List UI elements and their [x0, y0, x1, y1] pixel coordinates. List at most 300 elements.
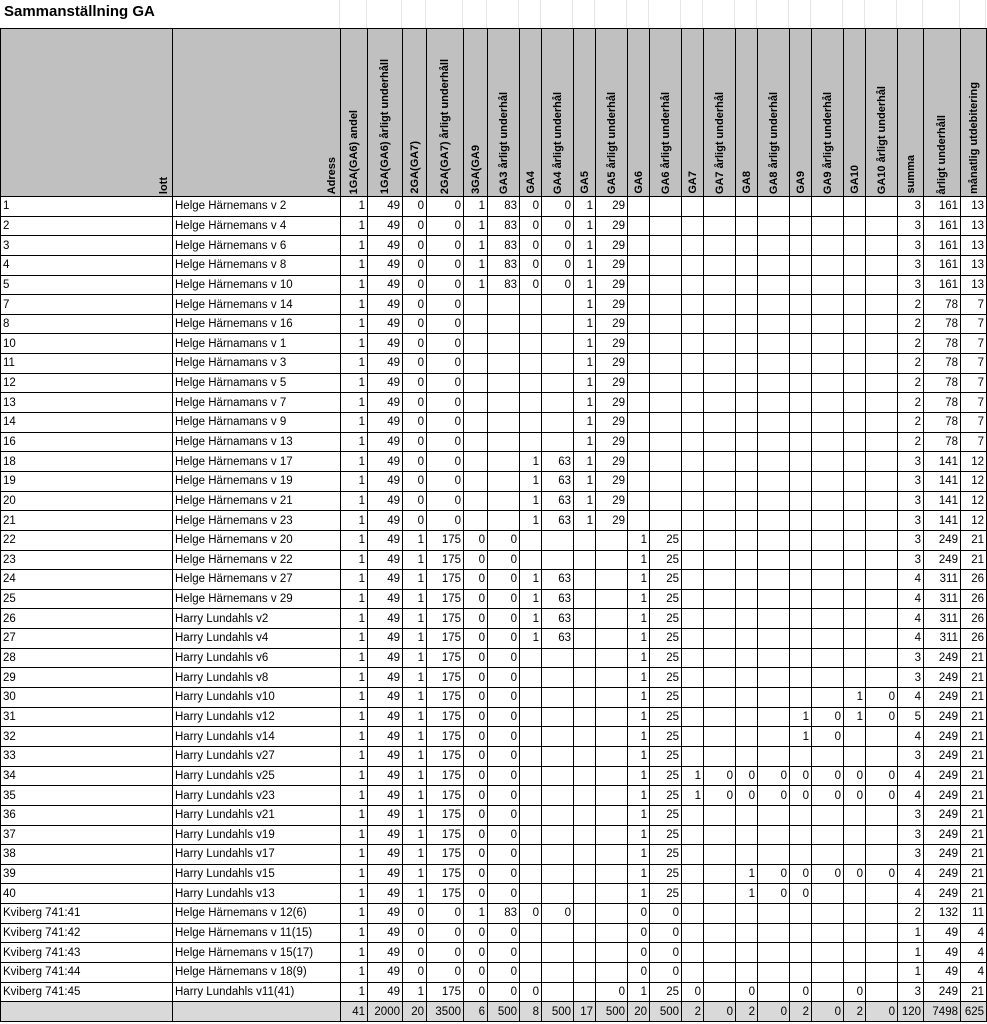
- value-cell[interactable]: [866, 452, 898, 472]
- column-header[interactable]: [464, 29, 488, 197]
- value-cell[interactable]: 1: [341, 197, 368, 217]
- value-cell[interactable]: [520, 884, 542, 904]
- value-cell[interactable]: 49: [368, 943, 403, 963]
- value-cell[interactable]: 1: [341, 884, 368, 904]
- value-cell[interactable]: 3: [898, 845, 924, 865]
- value-cell[interactable]: [596, 727, 628, 747]
- value-cell[interactable]: [520, 354, 542, 374]
- value-cell[interactable]: [704, 609, 736, 629]
- value-cell[interactable]: 21: [961, 550, 987, 570]
- value-cell[interactable]: [790, 609, 812, 629]
- lott-cell[interactable]: Kviberg 741:45: [1, 982, 173, 1002]
- column-header[interactable]: [1, 29, 173, 197]
- column-header[interactable]: [866, 29, 898, 197]
- value-cell[interactable]: 63: [542, 471, 574, 491]
- address-cell[interactable]: Helge Härnemans v 21: [173, 491, 341, 511]
- value-cell[interactable]: 49: [368, 432, 403, 452]
- value-cell[interactable]: 29: [596, 471, 628, 491]
- value-cell[interactable]: 0: [464, 786, 488, 806]
- value-cell[interactable]: 1: [341, 452, 368, 472]
- value-cell[interactable]: 25: [650, 746, 682, 766]
- value-cell[interactable]: 0: [736, 766, 758, 786]
- value-cell[interactable]: 0: [866, 864, 898, 884]
- value-cell[interactable]: [650, 295, 682, 315]
- value-cell[interactable]: 29: [596, 255, 628, 275]
- value-cell[interactable]: 0: [488, 943, 520, 963]
- value-cell[interactable]: [542, 295, 574, 315]
- value-cell[interactable]: 21: [961, 884, 987, 904]
- value-cell[interactable]: [650, 393, 682, 413]
- value-cell[interactable]: 49: [368, 884, 403, 904]
- value-cell[interactable]: 0: [403, 962, 427, 982]
- value-cell[interactable]: [758, 393, 790, 413]
- value-cell[interactable]: 0: [403, 275, 427, 295]
- value-cell[interactable]: [628, 413, 650, 433]
- value-cell[interactable]: [844, 471, 866, 491]
- value-cell[interactable]: [866, 962, 898, 982]
- value-cell[interactable]: [596, 766, 628, 786]
- value-cell[interactable]: 49: [368, 825, 403, 845]
- value-cell[interactable]: [488, 393, 520, 413]
- value-cell[interactable]: 3: [898, 491, 924, 511]
- value-cell[interactable]: [542, 962, 574, 982]
- value-cell[interactable]: 0: [464, 609, 488, 629]
- value-cell[interactable]: 0: [866, 707, 898, 727]
- value-cell[interactable]: 83: [488, 255, 520, 275]
- lott-cell[interactable]: 36: [1, 805, 173, 825]
- total-cell[interactable]: 500: [488, 1002, 520, 1022]
- value-cell[interactable]: 1: [341, 216, 368, 236]
- value-cell[interactable]: [758, 491, 790, 511]
- value-cell[interactable]: 83: [488, 275, 520, 295]
- value-cell[interactable]: 0: [427, 275, 464, 295]
- value-cell[interactable]: 78: [924, 334, 961, 354]
- value-cell[interactable]: 0: [464, 982, 488, 1002]
- value-cell[interactable]: [464, 452, 488, 472]
- value-cell[interactable]: 0: [520, 216, 542, 236]
- value-cell[interactable]: 63: [542, 511, 574, 531]
- value-cell[interactable]: [866, 904, 898, 924]
- value-cell[interactable]: 0: [488, 923, 520, 943]
- value-cell[interactable]: [682, 236, 704, 256]
- value-cell[interactable]: [574, 962, 596, 982]
- value-cell[interactable]: [866, 530, 898, 550]
- value-cell[interactable]: 63: [542, 570, 574, 590]
- value-cell[interactable]: [596, 530, 628, 550]
- value-cell[interactable]: 25: [650, 727, 682, 747]
- value-cell[interactable]: 0: [464, 629, 488, 649]
- value-cell[interactable]: 25: [650, 668, 682, 688]
- value-cell[interactable]: 1: [341, 805, 368, 825]
- value-cell[interactable]: 175: [427, 668, 464, 688]
- lott-cell[interactable]: 18: [1, 452, 173, 472]
- value-cell[interactable]: 4: [898, 570, 924, 590]
- value-cell[interactable]: [758, 688, 790, 708]
- value-cell[interactable]: [866, 275, 898, 295]
- value-cell[interactable]: 249: [924, 688, 961, 708]
- value-cell[interactable]: 49: [924, 943, 961, 963]
- value-cell[interactable]: [682, 197, 704, 217]
- value-cell[interactable]: 161: [924, 236, 961, 256]
- value-cell[interactable]: 1: [574, 275, 596, 295]
- value-cell[interactable]: [650, 452, 682, 472]
- value-cell[interactable]: [682, 904, 704, 924]
- value-cell[interactable]: 29: [596, 452, 628, 472]
- value-cell[interactable]: [682, 884, 704, 904]
- value-cell[interactable]: [682, 609, 704, 629]
- value-cell[interactable]: [736, 236, 758, 256]
- value-cell[interactable]: [758, 216, 790, 236]
- value-cell[interactable]: [844, 943, 866, 963]
- value-cell[interactable]: [758, 648, 790, 668]
- value-cell[interactable]: [704, 962, 736, 982]
- value-cell[interactable]: [866, 491, 898, 511]
- value-cell[interactable]: [596, 805, 628, 825]
- value-cell[interactable]: 13: [961, 236, 987, 256]
- value-cell[interactable]: 0: [464, 727, 488, 747]
- value-cell[interactable]: 0: [704, 786, 736, 806]
- value-cell[interactable]: [812, 236, 844, 256]
- lott-cell[interactable]: Kviberg 741:43: [1, 943, 173, 963]
- value-cell[interactable]: 1: [574, 334, 596, 354]
- value-cell[interactable]: [596, 589, 628, 609]
- value-cell[interactable]: [574, 825, 596, 845]
- value-cell[interactable]: [844, 550, 866, 570]
- value-cell[interactable]: [812, 884, 844, 904]
- value-cell[interactable]: 1: [628, 766, 650, 786]
- value-cell[interactable]: 1: [790, 727, 812, 747]
- value-cell[interactable]: [574, 707, 596, 727]
- value-cell[interactable]: 7: [961, 373, 987, 393]
- value-cell[interactable]: 0: [403, 216, 427, 236]
- value-cell[interactable]: 0: [812, 707, 844, 727]
- value-cell[interactable]: 1: [520, 511, 542, 531]
- value-cell[interactable]: 1: [341, 511, 368, 531]
- value-cell[interactable]: 0: [427, 491, 464, 511]
- total-cell[interactable]: 41: [341, 1002, 368, 1022]
- address-cell[interactable]: Helge Härnamans v 5: [173, 373, 341, 393]
- value-cell[interactable]: 21: [961, 727, 987, 747]
- value-cell[interactable]: [844, 314, 866, 334]
- lott-cell[interactable]: 33: [1, 746, 173, 766]
- value-cell[interactable]: 0: [488, 884, 520, 904]
- value-cell[interactable]: 12: [961, 452, 987, 472]
- value-cell[interactable]: 4: [898, 629, 924, 649]
- column-header[interactable]: [758, 29, 790, 197]
- value-cell[interactable]: [574, 550, 596, 570]
- value-cell[interactable]: 0: [758, 766, 790, 786]
- value-cell[interactable]: [844, 668, 866, 688]
- value-cell[interactable]: 175: [427, 609, 464, 629]
- value-cell[interactable]: [704, 825, 736, 845]
- value-cell[interactable]: 1: [682, 786, 704, 806]
- value-cell[interactable]: 1: [464, 236, 488, 256]
- value-cell[interactable]: 49: [368, 354, 403, 374]
- lott-cell[interactable]: 22: [1, 530, 173, 550]
- value-cell[interactable]: 49: [368, 766, 403, 786]
- address-cell[interactable]: Helge Härnemans v 6: [173, 236, 341, 256]
- value-cell[interactable]: 0: [464, 805, 488, 825]
- value-cell[interactable]: 0: [758, 786, 790, 806]
- value-cell[interactable]: [574, 864, 596, 884]
- value-cell[interactable]: [812, 629, 844, 649]
- value-cell[interactable]: [866, 668, 898, 688]
- value-cell[interactable]: 0: [790, 864, 812, 884]
- value-cell[interactable]: [812, 334, 844, 354]
- value-cell[interactable]: [736, 825, 758, 845]
- value-cell[interactable]: 3: [898, 825, 924, 845]
- value-cell[interactable]: 49: [368, 864, 403, 884]
- value-cell[interactable]: [682, 943, 704, 963]
- value-cell[interactable]: 0: [403, 197, 427, 217]
- value-cell[interactable]: 0: [520, 904, 542, 924]
- value-cell[interactable]: [704, 746, 736, 766]
- lott-cell[interactable]: 34: [1, 766, 173, 786]
- address-cell[interactable]: Helge Härnemans v 20: [173, 530, 341, 550]
- value-cell[interactable]: 0: [628, 943, 650, 963]
- lott-cell[interactable]: 26: [1, 609, 173, 629]
- value-cell[interactable]: 49: [368, 511, 403, 531]
- value-cell[interactable]: [844, 432, 866, 452]
- address-cell[interactable]: Helge Härnamans v 13: [173, 432, 341, 452]
- column-header[interactable]: [898, 29, 924, 197]
- value-cell[interactable]: 0: [403, 432, 427, 452]
- value-cell[interactable]: [704, 727, 736, 747]
- value-cell[interactable]: 3: [898, 530, 924, 550]
- value-cell[interactable]: 29: [596, 197, 628, 217]
- value-cell[interactable]: [812, 825, 844, 845]
- value-cell[interactable]: 3: [898, 511, 924, 531]
- value-cell[interactable]: [520, 334, 542, 354]
- value-cell[interactable]: 7: [961, 354, 987, 374]
- lott-cell[interactable]: 30: [1, 688, 173, 708]
- value-cell[interactable]: 1: [403, 550, 427, 570]
- value-cell[interactable]: 2: [898, 413, 924, 433]
- value-cell[interactable]: 0: [844, 766, 866, 786]
- value-cell[interactable]: 1: [844, 707, 866, 727]
- value-cell[interactable]: 1: [403, 589, 427, 609]
- value-cell[interactable]: 1: [341, 982, 368, 1002]
- value-cell[interactable]: 0: [427, 432, 464, 452]
- value-cell[interactable]: [704, 295, 736, 315]
- value-cell[interactable]: [596, 629, 628, 649]
- value-cell[interactable]: [758, 295, 790, 315]
- value-cell[interactable]: 3: [898, 668, 924, 688]
- value-cell[interactable]: 13: [961, 216, 987, 236]
- value-cell[interactable]: 1: [403, 825, 427, 845]
- value-cell[interactable]: 1: [341, 668, 368, 688]
- value-cell[interactable]: 49: [368, 786, 403, 806]
- value-cell[interactable]: 1: [341, 845, 368, 865]
- value-cell[interactable]: 7: [961, 432, 987, 452]
- value-cell[interactable]: 249: [924, 884, 961, 904]
- value-cell[interactable]: 3: [898, 550, 924, 570]
- value-cell[interactable]: 1: [628, 825, 650, 845]
- column-header[interactable]: [488, 29, 520, 197]
- value-cell[interactable]: 1: [628, 570, 650, 590]
- value-cell[interactable]: 49: [368, 609, 403, 629]
- value-cell[interactable]: [520, 707, 542, 727]
- value-cell[interactable]: 1: [341, 314, 368, 334]
- value-cell[interactable]: [790, 904, 812, 924]
- value-cell[interactable]: [682, 668, 704, 688]
- address-cell[interactable]: Helge Härnamans v 9: [173, 413, 341, 433]
- value-cell[interactable]: 0: [704, 766, 736, 786]
- value-cell[interactable]: 49: [368, 413, 403, 433]
- value-cell[interactable]: [596, 943, 628, 963]
- value-cell[interactable]: 29: [596, 334, 628, 354]
- value-cell[interactable]: 0: [403, 491, 427, 511]
- value-cell[interactable]: [682, 275, 704, 295]
- value-cell[interactable]: 1: [628, 864, 650, 884]
- column-header[interactable]: [520, 29, 542, 197]
- lott-cell[interactable]: 21: [1, 511, 173, 531]
- value-cell[interactable]: 0: [464, 943, 488, 963]
- value-cell[interactable]: 1: [341, 609, 368, 629]
- value-cell[interactable]: [844, 570, 866, 590]
- value-cell[interactable]: [650, 236, 682, 256]
- value-cell[interactable]: 0: [844, 864, 866, 884]
- value-cell[interactable]: [844, 295, 866, 315]
- value-cell[interactable]: 1: [628, 668, 650, 688]
- value-cell[interactable]: [812, 393, 844, 413]
- value-cell[interactable]: [682, 805, 704, 825]
- value-cell[interactable]: [704, 471, 736, 491]
- value-cell[interactable]: 0: [403, 452, 427, 472]
- value-cell[interactable]: 175: [427, 648, 464, 668]
- value-cell[interactable]: [812, 354, 844, 374]
- value-cell[interactable]: 1: [341, 295, 368, 315]
- value-cell[interactable]: [758, 825, 790, 845]
- value-cell[interactable]: 0: [403, 334, 427, 354]
- value-cell[interactable]: [574, 845, 596, 865]
- value-cell[interactable]: 29: [596, 314, 628, 334]
- column-header[interactable]: [812, 29, 844, 197]
- value-cell[interactable]: 249: [924, 550, 961, 570]
- value-cell[interactable]: 0: [403, 511, 427, 531]
- value-cell[interactable]: [542, 668, 574, 688]
- value-cell[interactable]: 0: [866, 766, 898, 786]
- value-cell[interactable]: 4: [898, 864, 924, 884]
- value-cell[interactable]: [758, 452, 790, 472]
- value-cell[interactable]: 175: [427, 825, 464, 845]
- value-cell[interactable]: [790, 746, 812, 766]
- value-cell[interactable]: 2: [898, 432, 924, 452]
- value-cell[interactable]: 0: [488, 707, 520, 727]
- value-cell[interactable]: [596, 648, 628, 668]
- value-cell[interactable]: [574, 904, 596, 924]
- value-cell[interactable]: 1: [403, 884, 427, 904]
- value-cell[interactable]: 0: [488, 530, 520, 550]
- address-cell[interactable]: Harry Lundahls v14: [173, 727, 341, 747]
- value-cell[interactable]: [520, 295, 542, 315]
- value-cell[interactable]: 1: [520, 491, 542, 511]
- value-cell[interactable]: 29: [596, 393, 628, 413]
- column-header[interactable]: [682, 29, 704, 197]
- value-cell[interactable]: 49: [368, 805, 403, 825]
- value-cell[interactable]: 83: [488, 904, 520, 924]
- value-cell[interactable]: [596, 845, 628, 865]
- value-cell[interactable]: [520, 648, 542, 668]
- value-cell[interactable]: [866, 884, 898, 904]
- value-cell[interactable]: [758, 923, 790, 943]
- value-cell[interactable]: 2: [898, 904, 924, 924]
- value-cell[interactable]: [790, 354, 812, 374]
- value-cell[interactable]: [736, 334, 758, 354]
- value-cell[interactable]: 0: [790, 766, 812, 786]
- value-cell[interactable]: [758, 707, 790, 727]
- value-cell[interactable]: [790, 393, 812, 413]
- value-cell[interactable]: [542, 746, 574, 766]
- value-cell[interactable]: [682, 314, 704, 334]
- value-cell[interactable]: [488, 491, 520, 511]
- value-cell[interactable]: [682, 471, 704, 491]
- lott-cell[interactable]: 31: [1, 707, 173, 727]
- value-cell[interactable]: [758, 275, 790, 295]
- value-cell[interactable]: 2: [898, 373, 924, 393]
- value-cell[interactable]: [790, 923, 812, 943]
- value-cell[interactable]: 0: [427, 511, 464, 531]
- value-cell[interactable]: [812, 275, 844, 295]
- column-header[interactable]: [790, 29, 812, 197]
- value-cell[interactable]: [682, 432, 704, 452]
- column-header[interactable]: [596, 29, 628, 197]
- value-cell[interactable]: [488, 295, 520, 315]
- value-cell[interactable]: [812, 413, 844, 433]
- value-cell[interactable]: 1: [898, 943, 924, 963]
- value-cell[interactable]: [790, 275, 812, 295]
- value-cell[interactable]: [736, 393, 758, 413]
- value-cell[interactable]: 0: [758, 884, 790, 904]
- value-cell[interactable]: [542, 373, 574, 393]
- value-cell[interactable]: [542, 314, 574, 334]
- value-cell[interactable]: 13: [961, 197, 987, 217]
- lott-cell[interactable]: 11: [1, 354, 173, 374]
- value-cell[interactable]: [464, 373, 488, 393]
- value-cell[interactable]: 0: [488, 864, 520, 884]
- value-cell[interactable]: 25: [650, 825, 682, 845]
- value-cell[interactable]: 29: [596, 432, 628, 452]
- column-header[interactable]: [542, 29, 574, 197]
- value-cell[interactable]: [628, 511, 650, 531]
- value-cell[interactable]: 0: [812, 786, 844, 806]
- value-cell[interactable]: [650, 432, 682, 452]
- value-cell[interactable]: [464, 471, 488, 491]
- value-cell[interactable]: [844, 962, 866, 982]
- value-cell[interactable]: 311: [924, 589, 961, 609]
- value-cell[interactable]: [736, 373, 758, 393]
- value-cell[interactable]: [682, 845, 704, 865]
- value-cell[interactable]: [682, 629, 704, 649]
- value-cell[interactable]: 249: [924, 746, 961, 766]
- value-cell[interactable]: [596, 825, 628, 845]
- value-cell[interactable]: 0: [488, 786, 520, 806]
- value-cell[interactable]: [758, 314, 790, 334]
- value-cell[interactable]: 4: [898, 766, 924, 786]
- value-cell[interactable]: [790, 295, 812, 315]
- value-cell[interactable]: 1: [464, 904, 488, 924]
- lott-cell[interactable]: 3: [1, 236, 173, 256]
- value-cell[interactable]: [464, 295, 488, 315]
- value-cell[interactable]: 25: [650, 766, 682, 786]
- value-cell[interactable]: 49: [368, 550, 403, 570]
- value-cell[interactable]: [596, 786, 628, 806]
- value-cell[interactable]: [704, 589, 736, 609]
- value-cell[interactable]: [596, 904, 628, 924]
- value-cell[interactable]: 25: [650, 707, 682, 727]
- value-cell[interactable]: [488, 452, 520, 472]
- value-cell[interactable]: [682, 550, 704, 570]
